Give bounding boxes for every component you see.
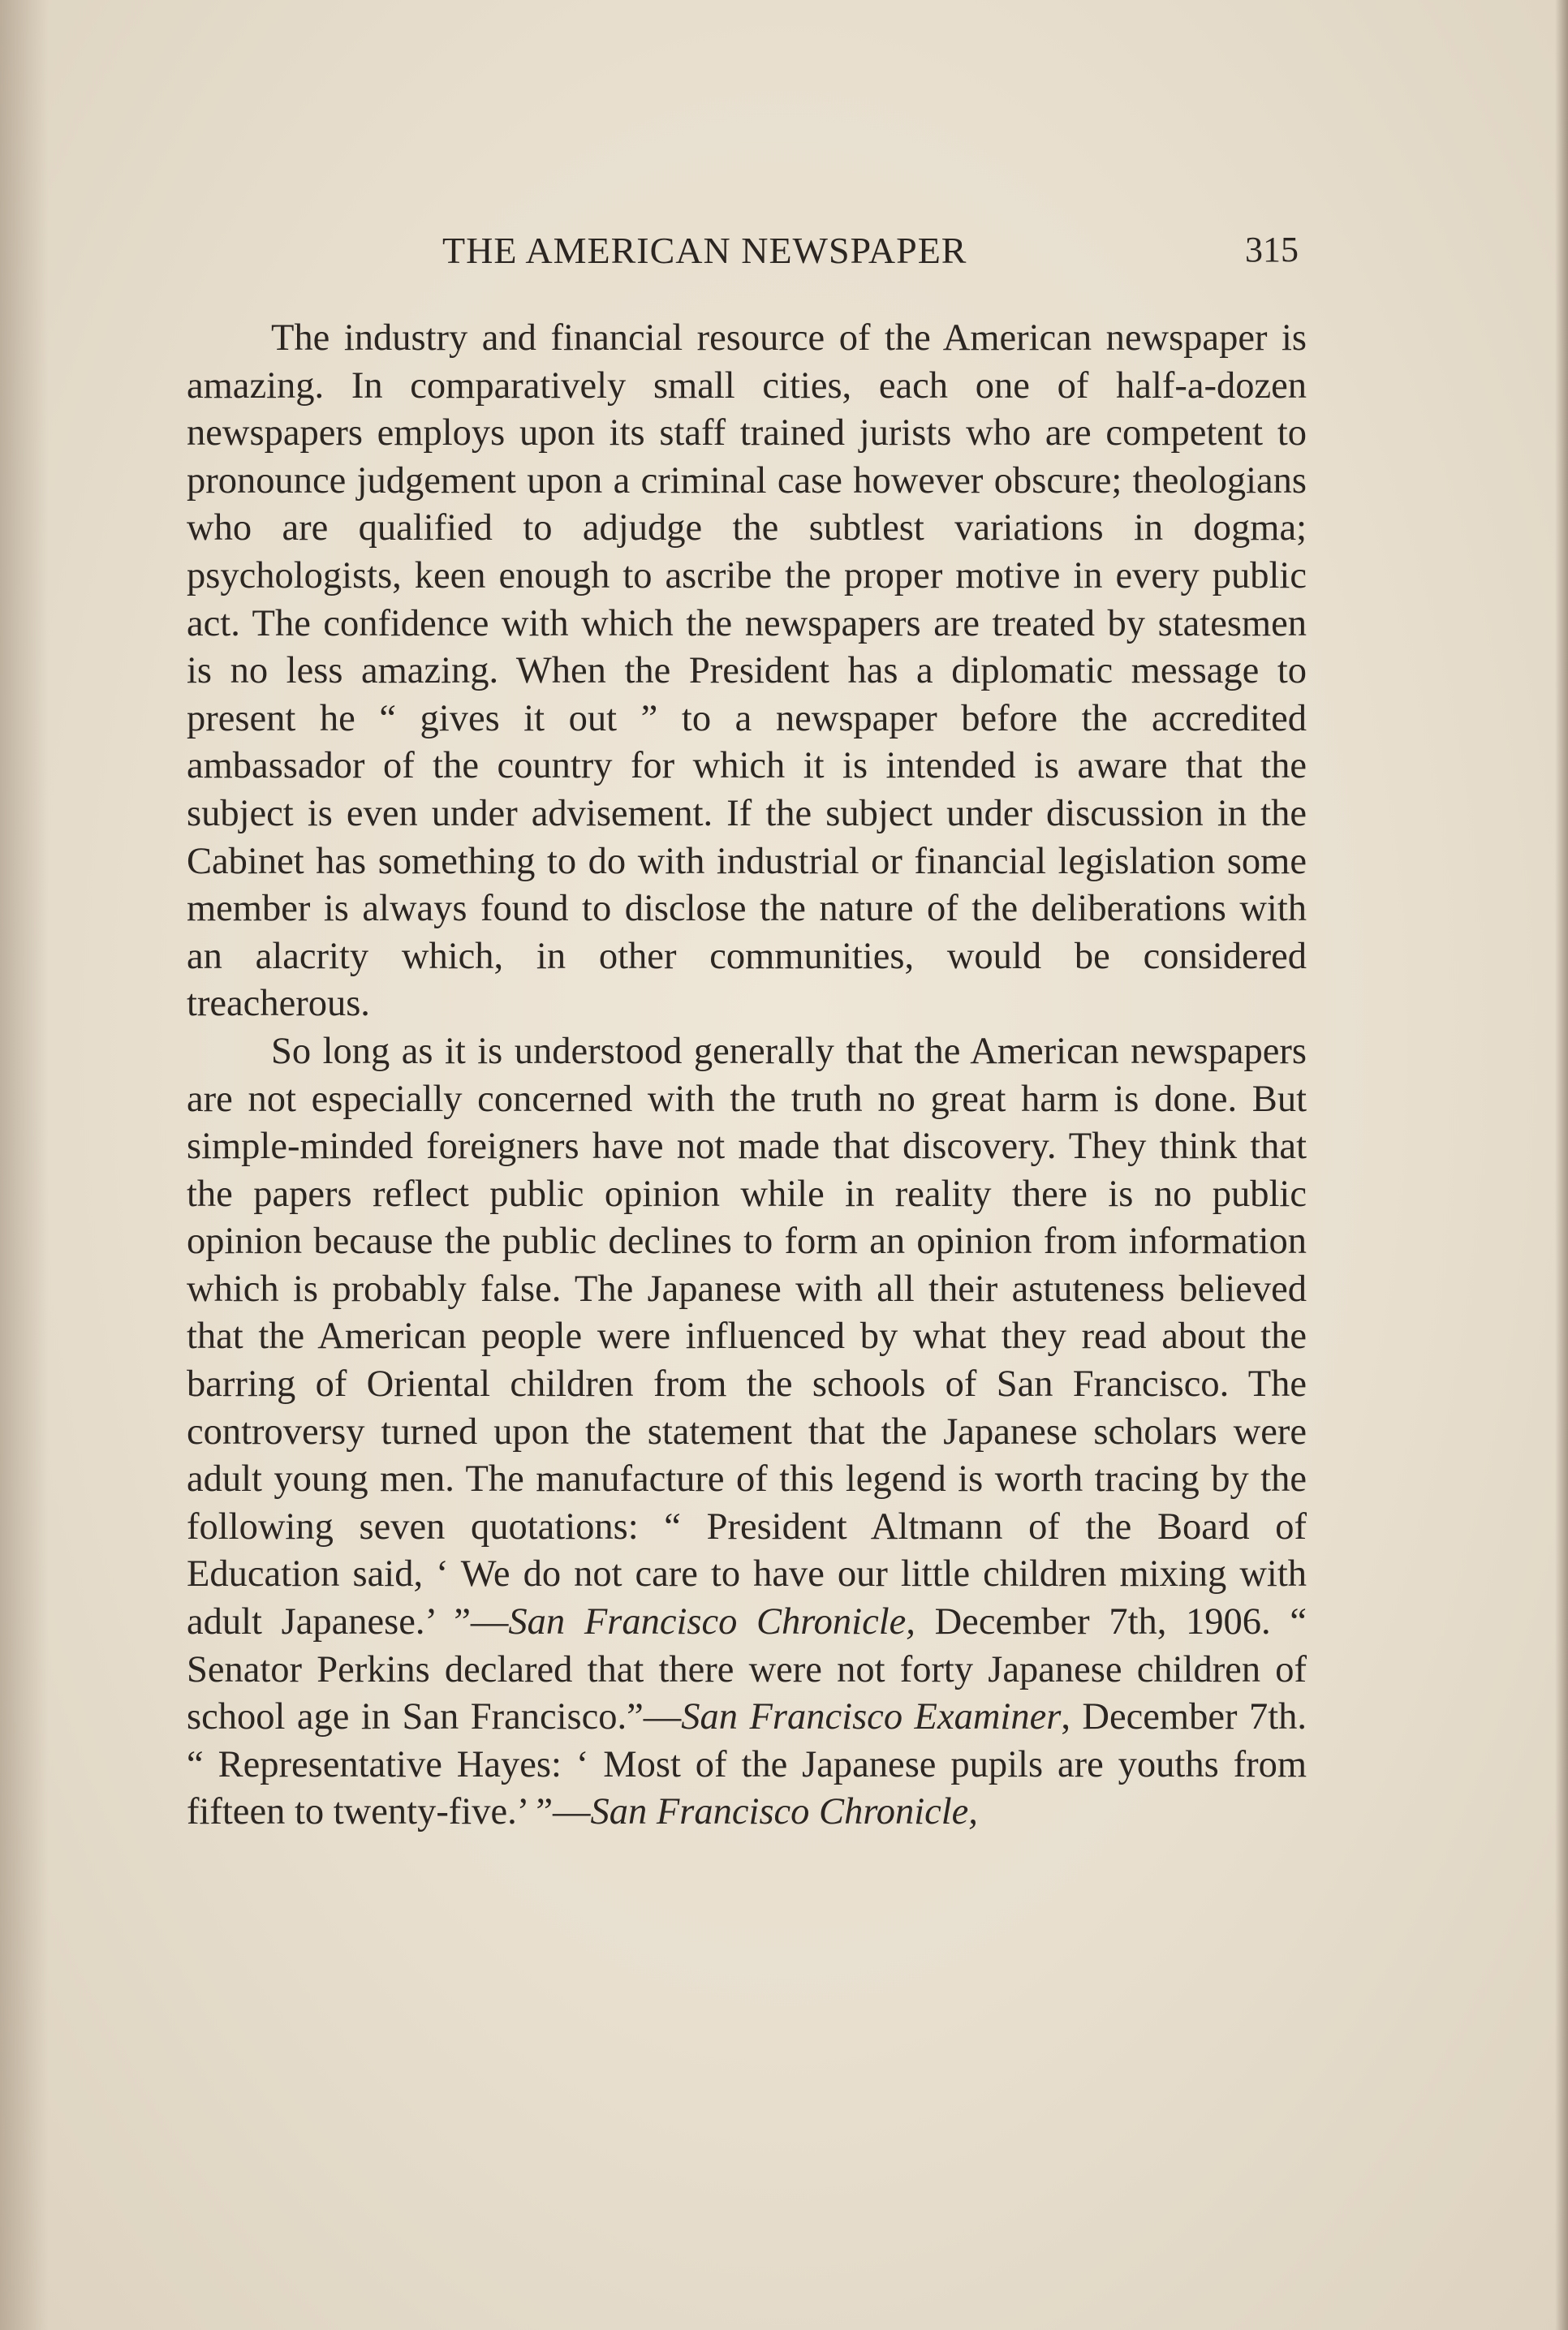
paragraph-1: The industry and financial resource of the American newspaper is amazing. In comparatively small cities, each one of half-a-dozen newspapers employs upon its staff trained jurists who are competent to pronounce judgement upon a criminal case however obscure; theologians who are qualified to adjudge the subtlest variations in dogma; psychologists, keen enough to ascribe the proper motive in every public act. The confidence with which the newspapers are treated by statesmen is no less amazing. When the President has a diplomatic message to present he “ gives it out ” to a newspaper before the accredited ambassador of the country for which it is intended is aware that the subject is even under advisement. If the subject under discussion in the Cabinet has something to do with industrial or financial legislation some member is always found to disclose the nature of the deliberations with an alacrity which, in other communities, would be considered treacherous.: [187, 317, 1307, 1025]
source-citation-1: San Francisco Chronicle,: [508, 1601, 915, 1643]
paragraph-2: [187, 1028, 1307, 1837]
page-edge-shadow: [1555, 0, 1568, 2330]
running-head: THE AMERICAN NEWSPAPER: [442, 230, 967, 271]
paragraph-2-text-a: So long as it is understood generally that the American newspapers are not especially concerned with the truth no great harm is done. But simple-minded foreigners have not made that discovery. They think that the papers reflect public opinion while in reality there is no public opinion because the public declines to form an opinion from information which is probably false. The Japanese with all their astuteness believed that the American people were influenced by what they read about the barring of Oriental children from the schools of San Francisco. The controversy turned upon the statement that the Japanese scholars were adult young men. The manufacture of this legend is worth tracing by the following seven quotations: “ President Altmann of the Board of Education said, ‘ We do not care to have our little children mixing with adult Japanese.’ ”—: [187, 1030, 1307, 1643]
paragraph-2-text-b: December 7th, 1906. “ Senator Perkins declared that there were not forty Japanese children of school age in San Francisco.”—: [187, 1601, 1307, 1738]
source-citation-3: San Francisco Chronicle,: [590, 1791, 978, 1833]
gutter-shadow: [0, 0, 49, 2330]
page-header: [187, 229, 1299, 286]
body-text: [187, 315, 1307, 1837]
page-number: 315: [1245, 230, 1299, 269]
source-citation-2: San Francisco Examiner: [681, 1696, 1062, 1738]
paragraph-2-text-c: , December 7th. “ Representative Hayes: ‘ Most of the Japanese pupils are youths from fifteen to twenty-five.’ ”—: [187, 1696, 1307, 1833]
